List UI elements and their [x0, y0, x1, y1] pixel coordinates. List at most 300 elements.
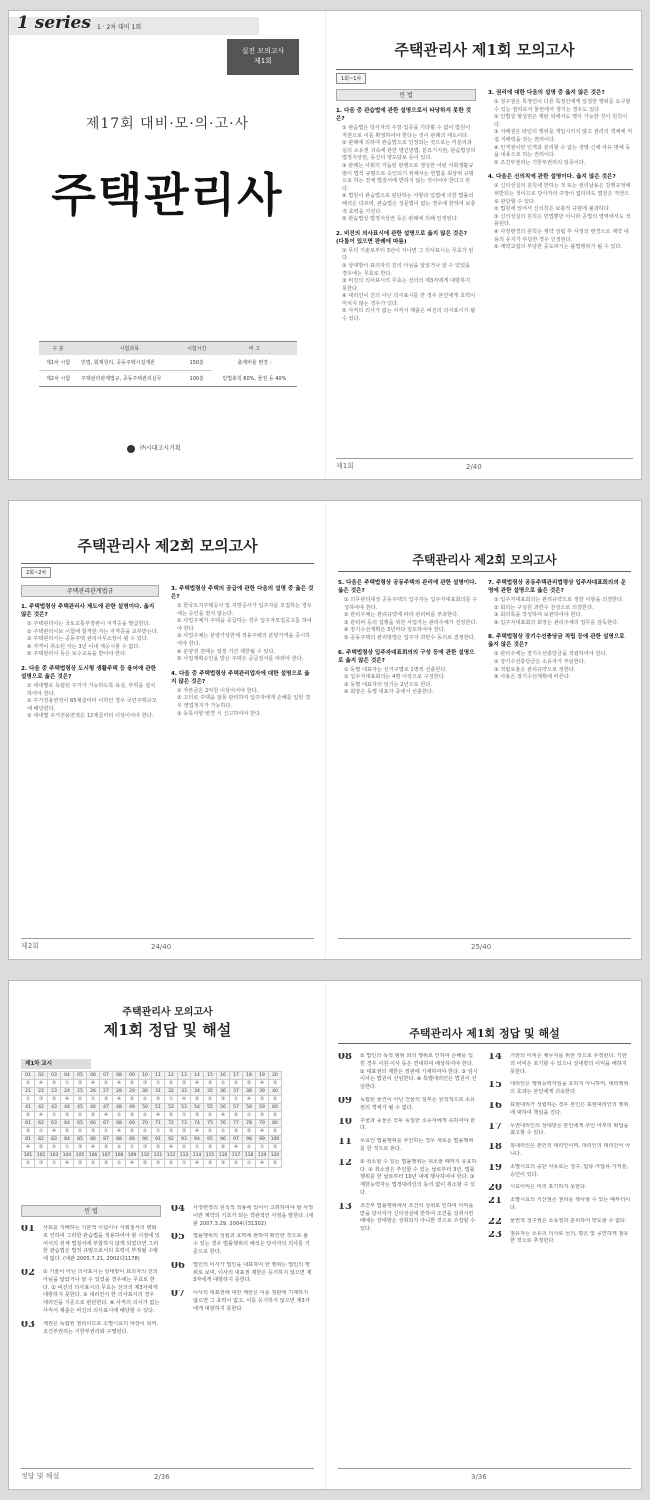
answer-choice: ② [217, 1144, 230, 1152]
answer-choice: ④ [230, 1144, 243, 1152]
book-spread-1 [8, 10, 642, 480]
answer-number: 17 [230, 1072, 243, 1080]
cover-main-title: 주택관리사 [51, 168, 284, 222]
answer-number: 28 [113, 1088, 126, 1096]
table-cell: 제2차 시험 [39, 371, 77, 387]
question [171, 585, 314, 664]
solution-number: 23 [488, 1230, 502, 1240]
answer-choice: ④ [191, 1128, 204, 1136]
option: ⑤ 사직의 의사가 없는 사직서 제출은 비진의 의사표시가 될 수 있다. [342, 308, 476, 323]
answer-page-3 [326, 981, 642, 1489]
answer-choice: ⑤ [74, 1128, 87, 1136]
solution-text: 물권적 청구권은 소유권과 분리하여 양도할 수 없다. [510, 1217, 627, 1224]
solution-item [21, 1269, 161, 1316]
answer-choice: ① [113, 1112, 126, 1120]
answer-number: 102 [35, 1152, 48, 1160]
solution-text: 무권대리인의 상대방은 본인에게 추인 여부의 확답을 최고할 수 있다. [510, 1122, 629, 1137]
solution-item [171, 1290, 314, 1313]
option: ③ 세대별 주거전용면적은 12제곱미터 이상이어야 한다. [27, 713, 154, 720]
answer-grid-number-row [22, 1136, 282, 1144]
answer-choice: ② [126, 1080, 139, 1088]
answer-choice: ② [165, 1112, 178, 1120]
answer-grid-answer-row [22, 1112, 282, 1120]
answer-choice: ② [126, 1128, 139, 1136]
answer-choice: ① [178, 1160, 191, 1168]
solution-column [171, 1205, 314, 1319]
answer-choice: ④ [22, 1144, 35, 1152]
table-cell: 100분 [182, 371, 212, 387]
badge-line-2: 제1회 [254, 57, 272, 65]
answer-number: 86 [87, 1136, 100, 1144]
answer-number: 77 [230, 1120, 243, 1128]
answer-choice: ② [204, 1160, 217, 1168]
option: ③ 주택관리사는 공동주택 관리사무소장이 될 수 있다. [27, 636, 149, 643]
answer-number: 68 [113, 1120, 126, 1128]
table-header: 시험과목 [77, 342, 182, 356]
answer-number: 96 [217, 1136, 230, 1144]
solution-item [488, 1231, 631, 1247]
solution-number: 14 [488, 1053, 502, 1062]
option: ③ 등록사항 변경 시 신고하여야 한다. [177, 710, 262, 717]
question-stem: 5. 다음은 주택법령상 공동주택의 관리에 관한 설명이다. 옳은 것은? [338, 580, 477, 594]
answer-choice: ③ [152, 1160, 165, 1168]
answer-choice: ④ [165, 1144, 178, 1152]
solution-text: ① 취소할 수 있는 법률행위는 취소할 때까지 유효하다. ② 취소권은 추인할 수 있는 날로부터 3년, 법률행위를 한 날로부터 10년 내에 행사하여야 한다. ③ 제한능력자는 법정대리인의 동의 없이 취소할 수 있다. [360, 1158, 477, 1196]
answer-choice: ⑤ [243, 1144, 256, 1152]
answer-number: 87 [100, 1136, 113, 1144]
option: ③ 지배권은 타인의 행위를 개입시키지 않고 권리의 객체에 직접 지배력을 갖는 권리이다. [494, 129, 633, 143]
answer-choice: ③ [204, 1080, 217, 1088]
solution-number: 19 [488, 1163, 502, 1173]
answer-number: 79 [256, 1120, 269, 1128]
answer-number: 26 [87, 1088, 100, 1096]
series-label: 1 series [17, 13, 91, 33]
solution-number: 18 [488, 1143, 502, 1153]
option: ② 주택관리사보 시험에 합격한 자는 자격증을 교부받는다. [27, 628, 159, 635]
answer-choice: ⑤ [165, 1160, 178, 1168]
option: ⑤ 사업계획승인을 받은 주택은 공급질서를 따라야 한다. [177, 656, 304, 663]
answer-number: 66 [87, 1120, 100, 1128]
answer-grid-answer-row [22, 1160, 282, 1168]
answer-choice: ③ [269, 1080, 282, 1088]
option: ③ 동별 대표자의 임기는 2년으로 한다. [344, 681, 433, 688]
answer-choice: ① [113, 1160, 126, 1168]
answer-number: 09 [126, 1072, 139, 1080]
footer-rule [338, 938, 631, 939]
answer-choice: ② [178, 1080, 191, 1088]
solution-number: 02 [21, 1268, 35, 1278]
answer-number: 38 [243, 1088, 256, 1096]
option: ③ 적립요율은 관리규약으로 정한다. [494, 666, 576, 673]
table-cell: 민법, 회계원리, 공동주택시설개론 [77, 355, 182, 371]
round-tag: 2회~2차 [21, 567, 51, 578]
answer-number: 78 [243, 1120, 256, 1128]
answer-number: 85 [74, 1136, 87, 1144]
page-title: 주택관리사 제2회 모의고사 [77, 537, 258, 555]
answer-number: 14 [191, 1072, 204, 1080]
table-cell: 주택관리관계법규, 공동주택관리실무 [77, 371, 182, 387]
option: ① 입주자대표회의는 관리규약으로 정한 사항을 의결한다. [494, 597, 624, 603]
question-stem: 6. 주택법령상 입주자대표회의의 구성 등에 관한 설명으로 옳지 않은 것은? [338, 649, 475, 664]
answer-number: 110 [139, 1152, 152, 1160]
answer-number: 52 [165, 1104, 178, 1112]
answer-choice: ② [100, 1144, 113, 1152]
answer-number: 10 [139, 1072, 152, 1080]
option: ④ 법원이 관습법으로 판단하는 사항과 입법에 의한 법률의 해석은 다르며, 관습법은 성문법이 없는 경우에 한하여 보충적 효력을 가진다. [342, 193, 476, 215]
question-column [488, 579, 631, 688]
answer-number: 73 [178, 1120, 191, 1128]
series-sub: 1 · 2차 대비 1회 [97, 24, 142, 31]
option: ④ 입주자대표회의 회장은 관리주체의 업무를 감독한다. [494, 619, 619, 626]
footer-rule [338, 1468, 631, 1469]
footer-label: 정답 및 해설 [21, 1472, 60, 1480]
option: ③ 신의성실의 원칙은 민법뿐만 아니라 공법의 영역에서도 적용된다. [494, 213, 631, 228]
solution-number: 01 [21, 1225, 35, 1234]
solution-number: 13 [338, 1202, 352, 1212]
question [21, 603, 159, 659]
page-number: 25/40 [471, 943, 492, 951]
answer-number: 90 [139, 1136, 152, 1144]
answer-number: 01 [22, 1072, 35, 1080]
option: ③ 회의록을 작성하여 보관하여야 한다. [494, 612, 583, 619]
answer-number: 103 [48, 1152, 61, 1160]
option: ⑤ 주택관리사 등은 보수교육을 받아야 한다. [27, 651, 127, 658]
option: ① 한국토지주택공사 및 지방공사가 입주자를 모집하는 경우에는 승인을 받지 않는다. [177, 603, 312, 617]
exam-page-24 [9, 501, 326, 959]
title-rule [338, 1043, 631, 1044]
question-stem: 3. 주택법령상 주택의 공급에 관한 다음의 설명 중 옳은 것은? [171, 586, 314, 600]
option: ② 회의는 구성원 과반수 찬성으로 의결한다. [494, 604, 594, 611]
option: ④ 사정변경의 원칙은 계약 성립 후 사정의 변경으로 계약 내용의 유지가 부당한 경우 인정된다. [494, 228, 629, 243]
solution-item [338, 1203, 478, 1234]
question-stem: 1. 주택법령상 주택관리사 제도에 관한 설명이다. 옳지 않은 것은? [21, 604, 155, 618]
answer-number: 65 [74, 1120, 87, 1128]
answer-choice: ③ [22, 1128, 35, 1136]
footer-rule [21, 1468, 314, 1469]
answer-number: 95 [204, 1136, 217, 1144]
answer-number: 30 [139, 1088, 152, 1096]
answer-choice: ⑤ [178, 1144, 191, 1152]
answer-grid-answer-row [22, 1128, 282, 1136]
page-title: 주택관리사 제2회 모의고사 [412, 553, 557, 567]
answer-number: 99 [256, 1136, 269, 1144]
answer-choice: ② [191, 1096, 204, 1104]
option: ① 의무관리대상 공동주택의 입주자는 입주자대표회의를 구성하여야 한다. [344, 597, 478, 611]
answer-choice: ② [74, 1160, 87, 1168]
answer-number: 100 [269, 1136, 282, 1144]
answer-choice: ③ [230, 1128, 243, 1136]
publisher-icon [127, 445, 135, 453]
solution-item [338, 1053, 478, 1092]
answer-grid-number-row [22, 1072, 282, 1080]
answer-number: 107 [100, 1152, 113, 1160]
table-cell: 출제비율 변경 : [237, 360, 272, 367]
solution-number: 21 [488, 1197, 502, 1207]
footer-rule [336, 458, 633, 459]
solution-item [488, 1102, 631, 1118]
option: ④ 인격권이란 인격과 분리할 수 없는 생명·신체·자유·명예 등을 내용으로 하는 권리이다. [494, 144, 631, 159]
answer-number: 71 [152, 1120, 165, 1128]
table-cell: 민법총칙 60%, 물권 등 40% [212, 371, 297, 387]
answer-number: 88 [113, 1136, 126, 1144]
answer-choice: ③ [87, 1128, 100, 1136]
solution-number: 15 [488, 1081, 502, 1091]
subject-header: 주택관리관계법규 [21, 585, 159, 597]
answer-number: 82 [35, 1136, 48, 1144]
question-column [21, 603, 159, 727]
answer-choice: ① [217, 1080, 230, 1088]
option: ① 관습법은 당사자의 주장·입증을 기다릴 수 없이 법원이 직권으로 이를 확정하여야 한다는 것이 판례의 태도이다. [342, 125, 471, 139]
answer-choice: ① [100, 1128, 113, 1136]
answer-grid-answer-row [22, 1144, 282, 1152]
answer-choice: ③ [48, 1080, 61, 1088]
question-column-left [336, 107, 476, 330]
answer-number: 69 [126, 1120, 139, 1128]
solution-number: 04 [171, 1205, 185, 1214]
solution-text: 점유자는 소유의 의사로 선의, 평온 및 공연하게 점유한 것으로 추정한다. [510, 1230, 629, 1245]
page-number: 2/36 [154, 1473, 170, 1481]
answer-choice: ① [230, 1096, 243, 1104]
page-title: 주택관리사 제1회 정답 및 해설 [409, 1027, 560, 1040]
answer-choice: ① [61, 1080, 74, 1088]
answer-choice: ② [230, 1112, 243, 1120]
option: ④ 자격이 취소된 자는 3년 이내 재응시할 수 없다. [27, 643, 140, 650]
answer-choice: ① [152, 1128, 165, 1136]
answer-number: 27 [100, 1088, 113, 1096]
answer-choice: ③ [217, 1096, 230, 1104]
answer-title: 제1회 정답 및 해설 [103, 1021, 232, 1039]
title-rule [336, 69, 633, 70]
answer-number: 29 [126, 1088, 139, 1096]
option: ⑤ 공동주택의 관리방법은 입주자 과반수 동의로 결정한다. [344, 634, 476, 641]
answer-number: 32 [165, 1088, 178, 1096]
question [338, 579, 478, 643]
answer-choice: ② [243, 1080, 256, 1088]
answer-number: 111 [152, 1152, 165, 1160]
answer-choice: ③ [204, 1144, 217, 1152]
answer-number: 81 [22, 1136, 35, 1144]
answer-number: 84 [61, 1136, 74, 1144]
solution-text: 독립된 물건이 아닌 건물의 일부는 원칙적으로 소유권의 객체가 될 수 없다. [360, 1096, 476, 1111]
table-header: 시험시간 [182, 342, 212, 356]
question [336, 230, 476, 324]
answer-choice: ⑤ [113, 1144, 126, 1152]
subject-header: 민 법 [336, 89, 476, 101]
solution-item [488, 1218, 631, 1226]
answer-choice: ⑤ [230, 1080, 243, 1088]
solution-item [488, 1143, 631, 1159]
answer-number: 16 [217, 1072, 230, 1080]
question [488, 89, 633, 167]
answer-number: 64 [61, 1120, 74, 1128]
answer-number: 60 [269, 1104, 282, 1112]
answer-choice: ④ [243, 1096, 256, 1104]
answer-number: 93 [178, 1136, 191, 1144]
solution-text: 소멸시효의 중단 사유로는 청구, 압류·가압류·가처분, 승인이 있다. [510, 1163, 629, 1178]
answer-choice: ④ [126, 1160, 139, 1168]
solution-text: 제권은 독립된 권리이므로 소멸시효의 대상이 되며, 조건부권리는 기한부권리와 구별된다. [43, 1320, 159, 1335]
solution-column [21, 1225, 161, 1341]
option: ④ 장기수선계획은 3년마다 검토하여야 한다. [344, 627, 446, 634]
answer-number: 91 [152, 1136, 165, 1144]
answer-number: 21 [22, 1088, 35, 1096]
answer-choice: ① [61, 1144, 74, 1152]
answer-choice: ① [217, 1128, 230, 1136]
answer-number: 67 [100, 1120, 113, 1128]
answer-choice: ⑤ [165, 1080, 178, 1088]
solution-text: 기한의 이익은 채무자를 위한 것으로 추정한다. 기한의 이익은 포기할 수 있으나 상대방의 이익을 해하지 못한다. [510, 1053, 627, 1075]
solution-text: 법인의 이사가 법인을 대표하여 한 행위는 법인의 행위로 보며, 이사의 대표권 제한은 등기하지 않으면 제3자에게 대항하지 못한다. [193, 1261, 312, 1284]
table-header: 구 분 [39, 342, 77, 356]
question-stem: 3. 권리에 대한 다음의 설명 중 옳지 않은 것은? [488, 90, 605, 96]
solution-number: 22 [488, 1217, 502, 1226]
answer-choice: ④ [152, 1112, 165, 1120]
answer-number: 115 [204, 1152, 217, 1160]
answer-number: 112 [165, 1152, 178, 1160]
answer-number: 45 [74, 1104, 87, 1112]
option: ① 관리주체는 장기수선충당금을 적립하여야 한다. [494, 651, 608, 658]
answer-choice: ② [269, 1160, 282, 1168]
answer-number: 53 [178, 1104, 191, 1112]
answer-choice: ③ [126, 1112, 139, 1120]
answer-number: 117 [230, 1152, 243, 1160]
exam-page-1 [326, 11, 642, 479]
answer-choice: ④ [191, 1080, 204, 1088]
round-tag: 1회~1차 [336, 73, 366, 84]
answer-number: 12 [165, 1072, 178, 1080]
answer-choice: ② [243, 1128, 256, 1136]
option: ② 사업주체가 주택을 공급하는 경우 입주자모집공고를 하여야 한다. [177, 618, 312, 632]
answer-choice: ③ [269, 1144, 282, 1152]
answer-number: 40 [269, 1088, 282, 1096]
answer-number: 06 [87, 1072, 100, 1080]
answer-number: 59 [256, 1104, 269, 1112]
solution-text: ① 기술이 아닌 의사표시는 상대방이 표의자의 진의 아님을 알았거나 알 수 있었을 경우에는 무효로 한다. ② 비진의 의사표시의 무효는 선의의 제3자에게 대항하지 못한다. ③ 대리인이 한 의사표시의 경우 대리인을 기준으로 판단한다. ④ 사직의 의사가 없는 사직서 제출은 비진의 의사표시에 해당할 수 있다. [43, 1268, 160, 1314]
answer-choice: ⑤ [230, 1160, 243, 1168]
answer-number: 63 [48, 1120, 61, 1128]
option: ② 장기수선충당금은 소유자가 부담한다. [494, 658, 586, 665]
answer-number: 98 [243, 1136, 256, 1144]
option: ② 입주자대표회의는 4명 이상으로 구성한다. [344, 674, 446, 681]
solution-text: ① 법인의 목적 범위 외의 행위로 인하여 손해를 입힌 경우 사원·이사 등은 연대하여 배상하여야 한다. ② 대표권의 제한은 정관에 기재하여야 한다. ③ 임시이사는 법원이 선임한다. ④ 특별대리인은 법원이 선임한다. [360, 1053, 478, 1091]
answer-choice: ⑤ [139, 1128, 152, 1136]
answer-choice: ⑤ [22, 1080, 35, 1088]
solution-item [338, 1097, 478, 1113]
cover-page [9, 11, 326, 479]
page-number: 3/36 [471, 1473, 487, 1481]
answer-choice: ⑤ [139, 1096, 152, 1104]
option: ② 고의로 주택을 잘못 관리하여 입주자에게 손해를 입힌 경우 영업정지가 가능하다. [177, 695, 311, 709]
question [21, 665, 159, 721]
solution-text: 대리인은 행위능력자임을 요하지 아니하며, 대리행위의 효과는 본인에게 귀속한다. [510, 1081, 629, 1096]
question [488, 173, 633, 251]
answer-grid-number-row [22, 1104, 282, 1112]
exam-schedule-table [39, 341, 297, 387]
answer-number: 48 [113, 1104, 126, 1112]
title-rule [21, 563, 314, 564]
answer-choice: ⑤ [48, 1144, 61, 1152]
solution-item [171, 1262, 314, 1285]
option: ② 법원에 있어서 신의칙은 보충적 규범에 불과하다. [494, 206, 611, 213]
answer-grid-answer-row [22, 1080, 282, 1088]
answer-choice: ⑤ [204, 1128, 217, 1136]
answer-number: 94 [191, 1136, 204, 1144]
answer-choice: ② [61, 1128, 74, 1136]
answer-choice: ④ [61, 1160, 74, 1168]
answer-number: 47 [100, 1104, 113, 1112]
answer-number: 70 [139, 1120, 152, 1128]
question-stem: 8. 주택법령상 장기수선충당금 적립 등에 관한 설명으로 옳지 않은 것은? [488, 634, 625, 649]
answer-choice: ① [87, 1096, 100, 1104]
solution-text: 무효인 법률행위를 추인하는 경우 새로운 법률행위를 한 것으로 본다. [360, 1138, 474, 1152]
answer-number: 83 [48, 1136, 61, 1144]
table-cell: 제1차 시험 [39, 355, 77, 371]
answer-number: 61 [22, 1120, 35, 1128]
option: ③ 판례는 사회의 거듭된 관행으로 생성한 어떤 사회생활규범이 법적 규범으로 승인되기 위해서는 헌법을 최상위 규범으로 하는 전체 법질서에 반하지 않는 것이어야 한다고 본다. [342, 162, 474, 192]
option: ① 자본금은 2억원 이상이어야 한다. [177, 687, 259, 694]
answer-grid [21, 1071, 282, 1168]
question [336, 107, 476, 224]
answer-choice: ③ [165, 1128, 178, 1136]
option: ① 주택관리사는 국토교통부장관이 자격증을 발급한다. [27, 621, 151, 627]
book-spread-3 [8, 980, 642, 1490]
solution-number: 20 [488, 1184, 502, 1193]
answer-choice: ⑤ [22, 1160, 35, 1168]
answer-number: 50 [139, 1104, 152, 1112]
solution-number: 12 [338, 1158, 352, 1168]
answer-table-label: 제1차 교시 [21, 1059, 91, 1069]
answer-number: 44 [61, 1104, 74, 1112]
badge-line-1: 실전 모의고사 [241, 47, 285, 55]
answer-choice: ③ [217, 1160, 230, 1168]
footer-label: 제1회 [336, 462, 354, 470]
answer-choice: ① [48, 1160, 61, 1168]
option: ① 세대별로 독립된 주거가 가능하도록 욕실, 부엌을 설치하여야 한다. [27, 682, 156, 697]
solution-item [338, 1118, 478, 1134]
answer-choice: ② [48, 1096, 61, 1104]
answer-number: 05 [74, 1072, 87, 1080]
answer-choice: ⑤ [139, 1112, 152, 1120]
solution-item [338, 1138, 478, 1154]
solution-number: 03 [21, 1320, 35, 1330]
solution-item [171, 1233, 314, 1256]
answer-choice: ① [22, 1096, 35, 1104]
answer-choice: ① [48, 1112, 61, 1120]
question-column [338, 579, 478, 703]
option: ⑤ 조건부권리는 기한부권리의 일종이다. [494, 159, 586, 166]
solution-text: 시효이익은 미리 포기하지 못한다. [510, 1184, 587, 1191]
answer-number: 58 [243, 1104, 256, 1112]
option: ④ 대리인이 진의 아닌 의사표시를 한 경우 본인에게 효력이 미치지 않는 경우가 있다. [342, 293, 476, 307]
answer-choice: ③ [74, 1144, 87, 1152]
page-number: 2/40 [466, 463, 482, 471]
question-column-right [488, 89, 633, 258]
answer-choice: ① [165, 1096, 178, 1104]
question [488, 579, 631, 627]
solution-text: 복대리인은 본인의 대리인이며, 대리인의 대리인이 아니다. [510, 1143, 631, 1157]
answer-number: 24 [61, 1088, 74, 1096]
option: ② 인법상 형성권은 재판 외에서도 행사 가능한 것이 원칙이다. [494, 114, 628, 128]
answer-number: 76 [217, 1120, 230, 1128]
answer-number: 49 [126, 1104, 139, 1112]
answer-choice: ④ [87, 1080, 100, 1088]
answer-choice: ③ [61, 1112, 74, 1120]
answer-choice: ② [126, 1096, 139, 1104]
solution-number: 10 [338, 1117, 352, 1127]
answer-number: 62 [35, 1120, 48, 1128]
answer-number: 08 [113, 1072, 126, 1080]
solution-text: 사회를 지배하는 기본적 이념이나 사회질서의 변화로 인하여 그러한 관습법을 적용하여야 할 시점에 있어서의 전체 법질서에 부합하지 않게 되었다면 그러한 관습법은 법적 규범으로서의 효력이 부정될 수밖에 없다. (대판 2005.7.21, 2002다1178) [43, 1225, 160, 1263]
